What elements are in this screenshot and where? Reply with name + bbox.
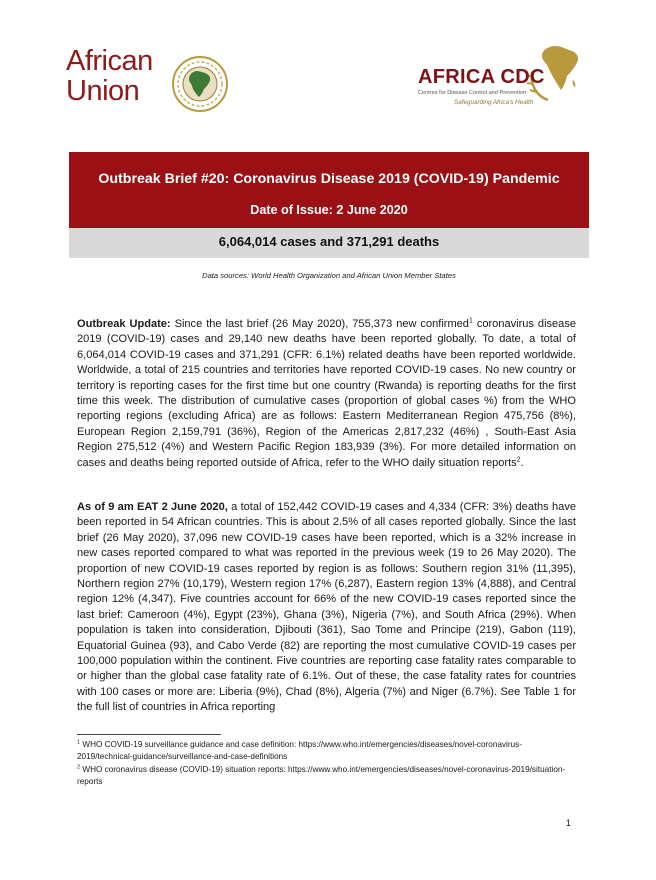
africa-cdc-wordmark: AFRICA CDC [418, 66, 545, 88]
brief-title: Outbreak Brief #20: Coronavirus Disease 2019 (COVID-19) Pandemic [98, 171, 560, 187]
african-union-logo [66, 40, 236, 120]
african-union-wordmark [66, 46, 153, 106]
footnote-ref-2[interactable]: 2 [516, 455, 521, 463]
footnote-2-text[interactable]: WHO coronavirus disease (COVID-19) situation reports: https://www.who.int/emergencies/diseases/novel-coronavirus-2019/situation-reports [77, 765, 566, 786]
african-union-emblem-icon [170, 54, 230, 114]
footnote-ref-1[interactable]: 1 [468, 317, 473, 325]
page-number: 1 [566, 818, 572, 828]
au-line1: African [66, 45, 153, 77]
para1-text-b: coronavirus disease 2019 (COVID-19) cases and 29,140 new deaths have been reported globally. To date, a total of 6,064,014 COVID-19 cases and 371,291 (CFR: 6.1%) related deaths have been reported worldwide. Worldwide, a total of 215 countries and territories have reported COVID-19 cases. No new country or territory is reporting cases for the first time but one country (Rwanda) is reporting deaths for the first time this week. The distribution of cumulative cases (proportion of global cases %) from the WHO reporting regions (excluding Africa) are as follows: Eastern Mediterranean Region 475,756 (8%), European Region 2,159,791 (36%), Region of the Americas 2,817,232 (46%) , South-East Asia Region 275,512 (4%) and Western Pacific Region 183,939 (3%). For more detailed information on cases and deaths being reported outside of Africa, refer to the WHO daily situation reports [77, 318, 576, 469]
au-line2: Union [66, 75, 140, 107]
footnote-mark-2: 2 [77, 764, 81, 771]
outbreak-update-paragraph [77, 317, 576, 471]
africa-cdc-subtitle: Centres for Disease Control and Prevention [418, 90, 527, 96]
data-sources-note: Data sources: World Health Organization and African Union Member States [202, 271, 456, 280]
africa-cdc-logo [414, 40, 604, 120]
para2-text: a total of 152,442 COVID-19 cases and 4,334 (CFR: 3%) deaths have been reported in 54 African countries. This is about 2.5% of all cases reported globally. Since the last brief (26 May 2020), 37,096 new COVID-19 cases have been reported, which is a 32% increase in new cases reported compared to what was reported in the previous week (19 to 26 May 2020). The proportion of new COVID-19 cases reported by region is as follows: Southern region 31% (11,395), Northern region 27% (10,179), Western region 17% (6,287), Eastern region 13% (4,888), and Central region 12% (4,347). Five countries account for 66% of the new COVID-19 cases reported since the last brief: Cameroon (4%), Egypt (23%), Ghana (3%), Nigeria (7%), and South Africa (29%). When population is taken into consideration, Djibouti (361), Sao Tome and Principe (219), Gabon (119), Equatorial Guinea (93), and Cabo Verde (82) are reporting the most cumulative COVID-19 cases per 100,000 population within the continent. Five countries are reporting case fatality rates comparable to or higher than the global case fatality rate of 6.1%. Out of these, the case fatality rates for countries with 100 cases or more are: Liberia (9%), Chad (8%), Algeria (7%) and Niger (6.7%). See Table 1 for the full list of countries in Africa reporting [77, 501, 576, 714]
africa-update-paragraph [77, 500, 576, 716]
title-banner [69, 152, 589, 228]
cases-deaths-summary: 6,064,014 cases and 371,291 deaths [218, 234, 440, 249]
para1-text-a: Since the last brief (26 May 2020), 755,373 new confirmed [170, 318, 469, 330]
issue-date: Date of Issue: 2 June 2020 [250, 203, 408, 217]
outbreak-update-lead: Outbreak Update: [77, 318, 171, 330]
footnote-2 [77, 764, 576, 787]
para1-text-c: . [520, 456, 524, 469]
footnote-1 [77, 739, 576, 762]
africa-update-lead: As of 9 am EAT 2 June 2020, [77, 501, 228, 513]
africa-cdc-tagline: Safeguarding Africa's Health [454, 99, 534, 106]
summary-bar [69, 228, 589, 258]
footnote-mark-1: 1 [77, 739, 81, 746]
footnote-1-text[interactable]: WHO COVID-19 surveillance guidance and case definition: https://www.who.int/emergencies/diseases/novel-coronavirus-2019/technical-guidance/surveillance-and-case-definitions [77, 740, 522, 761]
footnote-divider [77, 734, 221, 735]
